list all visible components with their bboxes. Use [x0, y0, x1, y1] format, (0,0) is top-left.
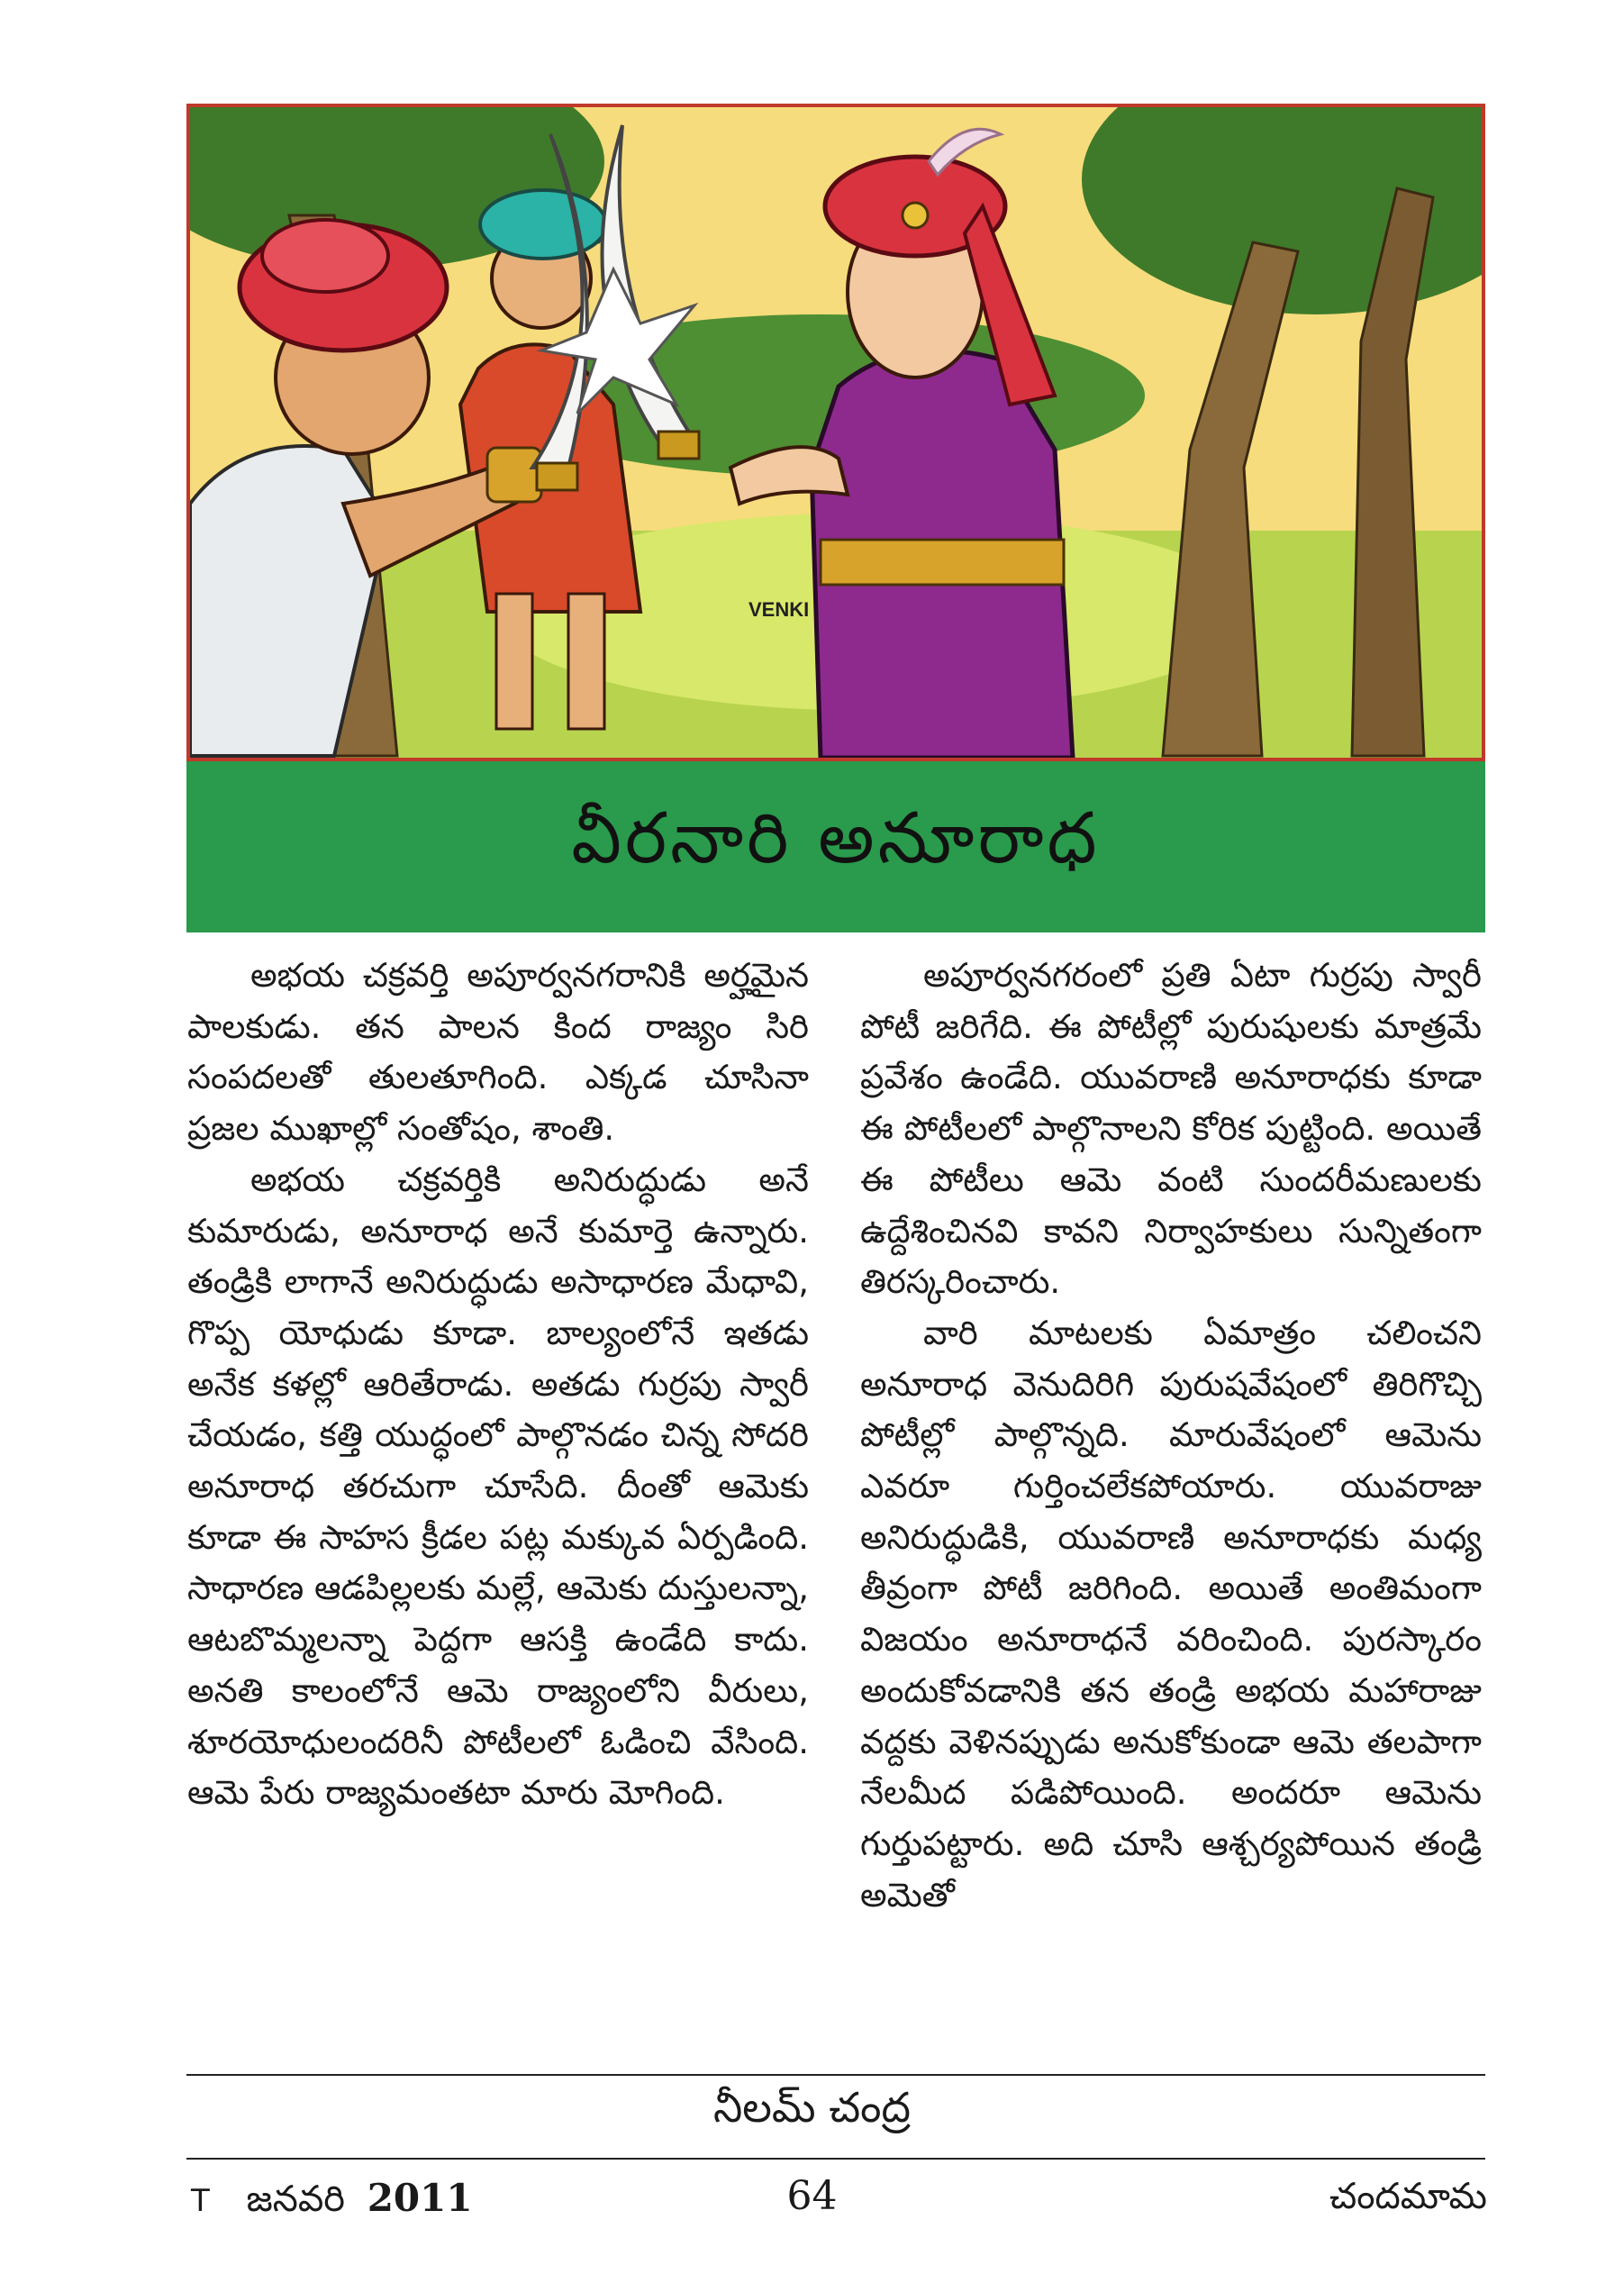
- story-title: వీరనారి అనూరాధ: [571, 797, 1101, 879]
- magazine-name: చందమామ: [1329, 2176, 1487, 2217]
- issue-year: 2011: [367, 2176, 473, 2220]
- issue-month: జనవరి: [246, 2178, 345, 2220]
- story-illustration: [186, 104, 1485, 761]
- author-name: నీలమ్ చంద్ర: [713, 2083, 911, 2132]
- footer-mark: T: [191, 2183, 210, 2219]
- divider-bottom: [186, 2158, 1485, 2160]
- paragraph: వారి మాటలకు ఏమాత్రం చలించని అనూరాధ వెనుదిరిగి పురుషవేషంలో తిరిగొచ్చి పోటీల్లో పాల్గొన్నది. మారువేషంలో ఆమెను ఎవరూ గుర్తించలేకపోయారు. యువరాజు అనిరుద్ధుడికి, యువరాణి అనూరాధకు మధ్య తీవ్రంగా పోటీ జరిగింది. అయితే అంతిమంగా విజయం అనూరాధనే వరించింది. పురస్కారం అందుకోవడానికి తన తండ్రి అభయ మహారాజు వద్దకు వెళినప్పుడు అనుకోకుండా ఆమె తలపాగా నేలమీద పడిపోయింది. అందరూ ఆమెను గుర్తుపట్టారు. అది చూసి ఆశ్చర్యపోయిన తండ్రి అమెతో: [860, 1313, 1482, 1915]
- page-number: 64: [786, 2173, 838, 2219]
- illustrator-signature: VENKI: [748, 598, 810, 621]
- paragraph: అభయ చక్రవర్తికి అనిరుద్ధుడు అనే కుమారుడు, అనూరాధ అనే కుమార్తె ఉన్నారు. తండ్రికి లాగానే అనిరుద్ధుడు అసాధారణ మేధావి, గొప్ప యోధుడు కూడా. బాల్యంలోనే ఇతడు అనేక కళల్లో ఆరితేరాడు. అతడు గుర్రపు స్వారీ చేయడం, కత్తి యుద్ధంలో పాల్గొనడం చిన్న సోదరి అనూరాధ తరచుగా చూసేది. దీంతో ఆమెకు కూడా ఈ సాహస క్రీడల పట్ల మక్కువ ఏర్పడింది. సాధారణ ఆడపిల్లలకు మల్లే, ఆమెకు దుస్తులన్నా, ఆటబొమ్మలన్నా పెద్దగా ఆసక్తి ఉండేది కాదు. అనతి కాలంలోనే ఆమె రాజ్యంలోని వీరులు, శూరయోధులందరినీ పోటీలలో ఓడించి వేసింది. ఆమె పేరు రాజ్యమంతటా మారు మోగింది.: [187, 1160, 809, 1813]
- illustration-artwork: [190, 107, 1482, 758]
- paragraph: అభయ చక్రవర్తి అపూర్వనగరానికి అర్హమైన పాలకుడు. తన పాలన కింద రాజ్యం సిరి సంపదలతో తులతూగింది. ఎక్కడ చూసినా ప్రజల ముఖాల్లో సంతోషం, శాంతి.: [187, 956, 809, 1149]
- title-band: [186, 761, 1485, 932]
- paragraph: అపూర్వనగరంలో ప్రతి ఏటా గుర్రపు స్వారీ పోటీ జరిగేది. ఈ పోటీల్లో పురుషులకు మాత్రమే ప్రవేశం ఉండేది. యువరాణి అనూరాధకు కూడా ఈ పోటీలలో పాల్గొనాలని కోరిక పుట్టింది. అయితే ఈ పోటీలు ఆమె వంటి సుందరీమణులకు ఉద్దేశించినవి కావని నిర్వాహకులు సున్నితంగా తిరస్కరించారు.: [860, 956, 1482, 1302]
- left-column: [187, 950, 809, 1819]
- divider-top: [186, 2074, 1485, 2076]
- right-column: [860, 950, 1482, 1921]
